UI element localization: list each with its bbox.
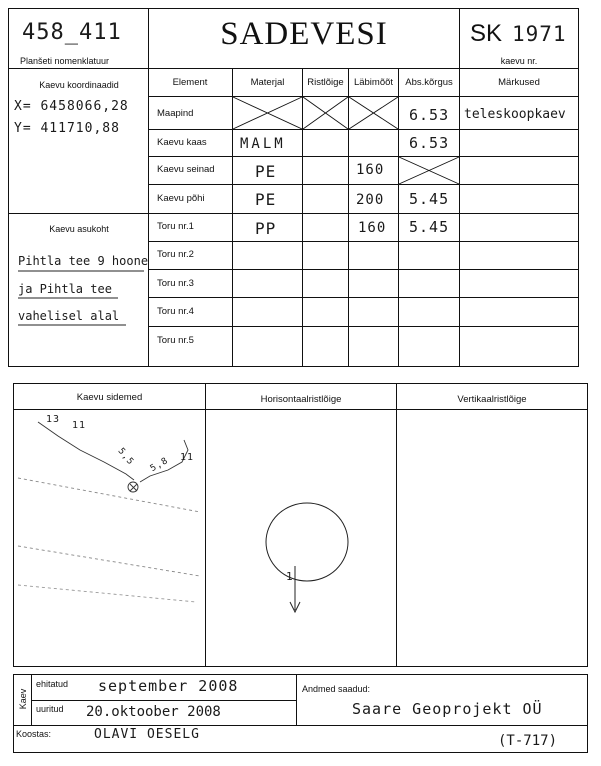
measured-label: uuritud bbox=[36, 704, 64, 714]
col-header-elevation: Abs.kõrgus bbox=[405, 77, 453, 88]
table-row-element: Toru nr.4 bbox=[157, 306, 194, 317]
table-row-element: Toru nr.1 bbox=[157, 221, 194, 232]
table-row-element: Kaevu põhi bbox=[157, 193, 205, 204]
coordinate-y: Y= 411710,88 bbox=[14, 121, 120, 136]
table-cell-diameter: 160 bbox=[356, 162, 385, 178]
page-title: SADEVESI bbox=[220, 16, 388, 52]
well-number-label: kaevu nr. bbox=[500, 56, 538, 66]
kaev-label: Kaev bbox=[18, 688, 28, 710]
col-header-section: Ristlõige bbox=[307, 77, 344, 88]
well-number: 1971 bbox=[512, 22, 567, 46]
vertical-section-label: Vertikaalristlõige bbox=[457, 394, 527, 405]
well-code: SK bbox=[470, 20, 503, 47]
horizontal-section-label: Horisontaalristlõige bbox=[260, 394, 342, 405]
sketch-label: 5,8 bbox=[148, 455, 171, 475]
sketch-label: 11 bbox=[72, 420, 87, 431]
table-cell-elevation: 6.53 bbox=[409, 134, 450, 152]
sketch-label: 11 bbox=[180, 452, 195, 463]
drawings-lines bbox=[0, 370, 601, 670]
table-row-element: Toru nr.5 bbox=[157, 335, 194, 346]
table-row-element: Toru nr.3 bbox=[157, 278, 194, 289]
measured-value: 20.oktoober 2008 bbox=[86, 704, 221, 720]
col-header-diameter: Läbimõõt bbox=[353, 77, 394, 88]
compiled-value: OLAVI OESELG bbox=[94, 727, 200, 742]
nomenclature-label: Planšeti nomenklatuur bbox=[20, 56, 110, 66]
built-value: september 2008 bbox=[98, 677, 239, 695]
location-line: vahelisel alal bbox=[18, 309, 120, 323]
location-line: ja Pihtla tee bbox=[18, 282, 112, 296]
table-cell-diameter: 160 bbox=[358, 220, 387, 236]
document-code: (T-717) bbox=[498, 733, 558, 749]
table-cell-elevation: 5.45 bbox=[409, 190, 450, 208]
table-row-element: Kaevu kaas bbox=[157, 137, 207, 148]
coordinate-x: X= 6458066,28 bbox=[14, 99, 129, 114]
col-header-material: Materjal bbox=[250, 77, 285, 88]
ties-label: Kaevu sidemed bbox=[76, 392, 143, 403]
table-row-element: Kaevu seinad bbox=[157, 164, 215, 175]
table-row-element: Maapind bbox=[157, 108, 194, 119]
table-cell-material: PE bbox=[255, 162, 277, 181]
table-cell-material: PE bbox=[255, 190, 277, 209]
table-row-element: Toru nr.2 bbox=[157, 249, 194, 260]
location-line: Pihtla tee 9 hoone bbox=[18, 254, 149, 268]
data-from-label: Andmed saadud: bbox=[302, 684, 371, 694]
sketch-label: 5,5 bbox=[115, 446, 136, 468]
nomenclature-value: 458_411 bbox=[22, 20, 122, 45]
compiled-label: Koostas: bbox=[16, 729, 52, 739]
table-cell-material: PP bbox=[255, 219, 277, 238]
sketch-label: 1 bbox=[286, 570, 294, 583]
table-cell-diameter: 200 bbox=[356, 192, 385, 208]
sketch-label: 13 bbox=[46, 414, 61, 425]
location-label: Kaevu asukoht bbox=[49, 224, 109, 234]
table-cell-elevation: 5.45 bbox=[409, 218, 450, 236]
data-from-value: Saare Geoprojekt OÜ bbox=[352, 700, 543, 718]
col-header-element: Element bbox=[172, 77, 208, 88]
table-cell-notes: teleskoopkaev bbox=[464, 107, 566, 122]
col-header-notes: Märkused bbox=[498, 77, 540, 88]
table-cell-elevation: 6.53 bbox=[409, 106, 450, 124]
table-cell-material: MALM bbox=[240, 136, 286, 152]
built-label: ehitatud bbox=[36, 679, 69, 689]
coordinates-label: Kaevu koordinaadid bbox=[39, 80, 119, 90]
